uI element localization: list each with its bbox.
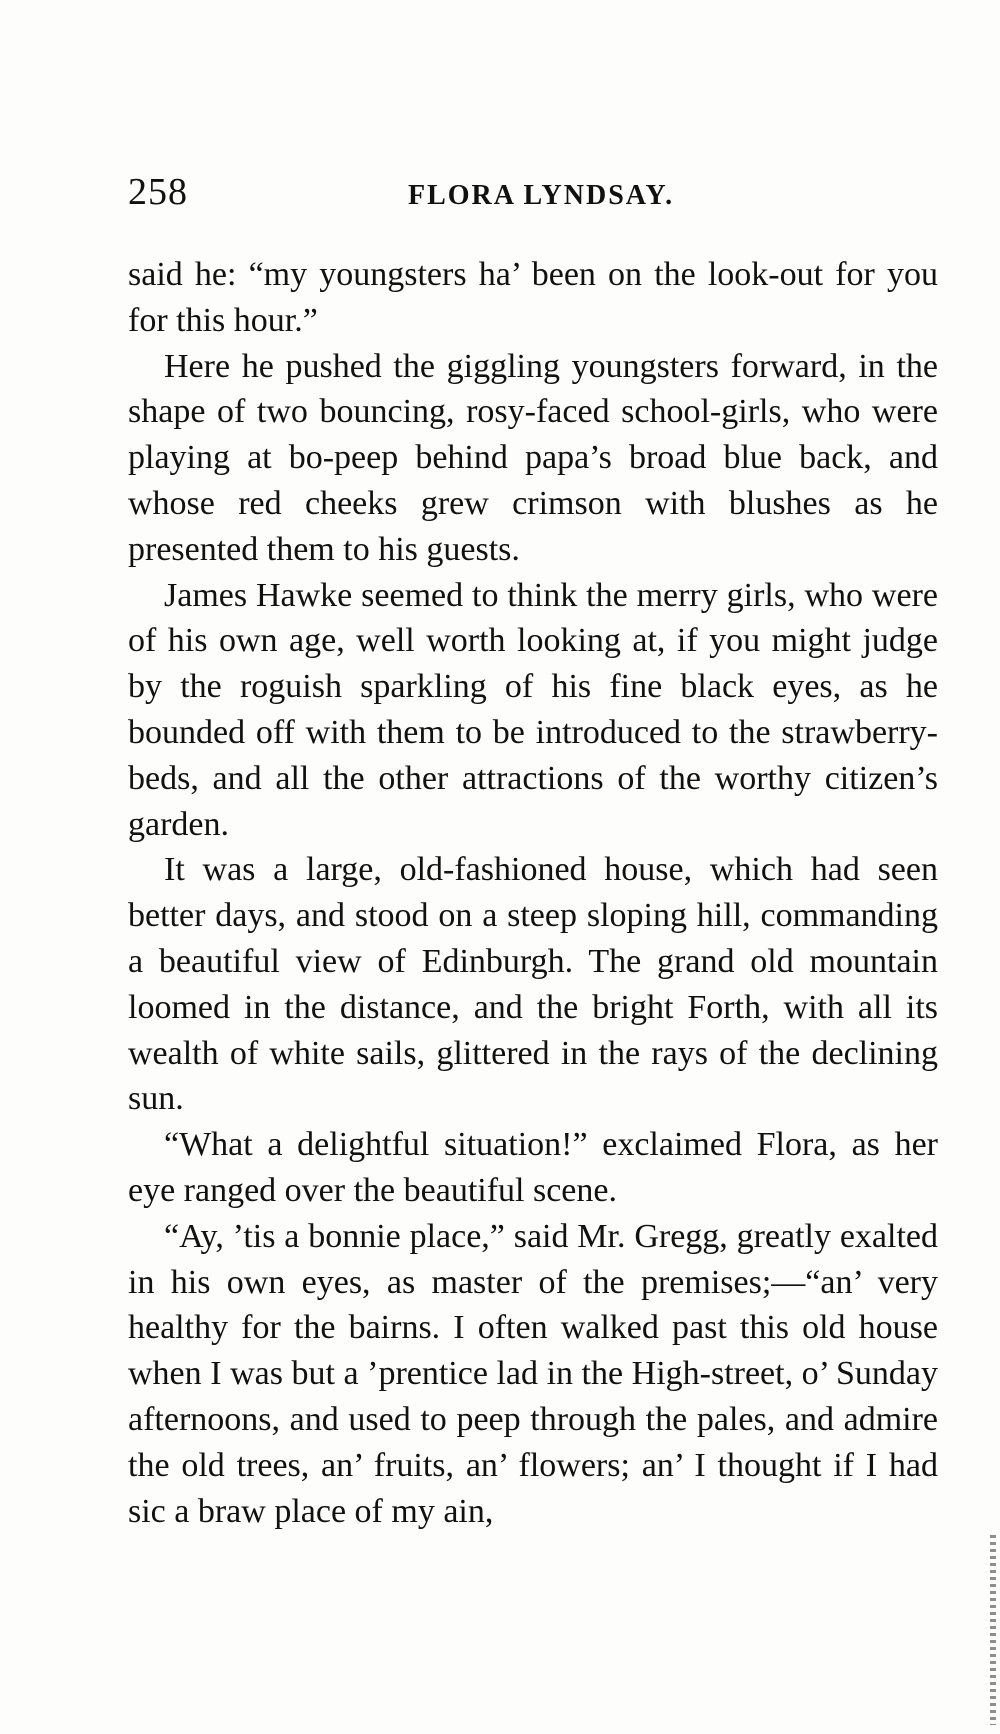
paragraph: James Hawke seemed to think the merry girls, who were of his own age, well worth looking at, if you might judge by the roguish sparkling of his fine black eyes, as he bounded off with them to be introduced to the strawberry-beds, and all the other attractions of the worthy citizen’s garden. (128, 576, 938, 843)
page-number: 258 (128, 171, 188, 213)
paragraph: It was a large, old-fashioned house, which had seen better days, and stood on a steep sloping hill, commanding a beautiful view of Edinburgh. The grand old mountain loomed in the distance, and the bright Forth, with all its wealth of white sails, glittered in the rays of the declining sun. (128, 851, 938, 1118)
body-text (128, 252, 938, 1534)
paragraph: “Ay, ’tis a bonnie place,” said Mr. Gregg, greatly exalted in his own eyes, as master of the premises;—“an’ very healthy for the bairns. I often walked past this old house when I was but a ’prentice lad in the High-street, o’ Sunday afternoons, and used to peep through the pales, and admire the old trees, an’ fruits, an’ flowers; an’ I thought if I had sic a braw place of my ain, (128, 1217, 938, 1530)
scan-edge-artifact (990, 1535, 996, 1725)
paragraph: Here he pushed the giggling youngsters forward, in the shape of two bouncing, rosy-faced school-girls, who were playing at bo-peep behind papa’s broad blue back, and whose red cheeks grew crimson with blushes as he presented them to his guests. (128, 347, 938, 568)
paragraph: “What a delightful situation!” exclaimed Flora, as her eye ranged over the beautiful scene. (128, 1126, 938, 1209)
running-title: FLORA LYNDSAY. (408, 180, 675, 211)
paragraph: said he: “my youngsters ha’ been on the look-out for you for this hour.” (128, 256, 938, 339)
page-header (128, 170, 948, 220)
